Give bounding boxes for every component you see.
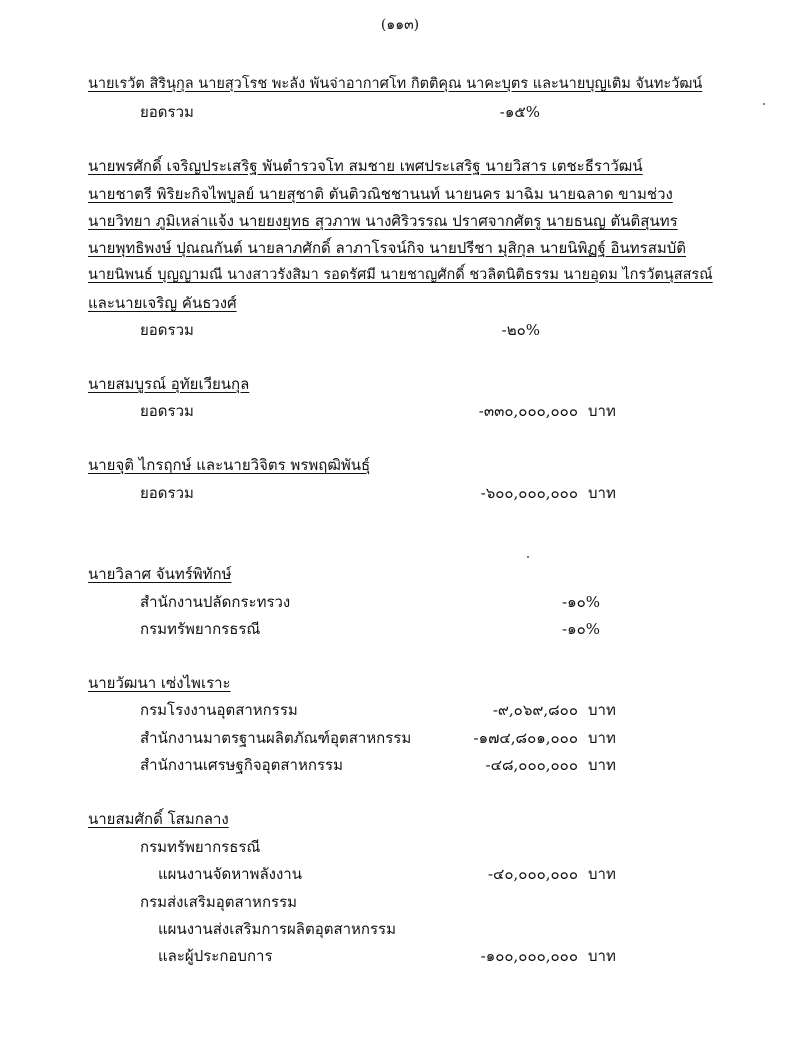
item-unit: บาท [588, 701, 616, 719]
item-amount: -๑๕% [499, 103, 540, 121]
item-label: กรมโรงงานอุตสาหกรรม [140, 701, 298, 719]
item-amount: -๑๐% [562, 593, 600, 611]
item-amount: -๔๐,๐๐๐,๐๐๐ [487, 865, 578, 883]
item-label: ยอดรวม [140, 321, 194, 339]
section-names-line: นายชาตรี พิริยะกิจไพบูลย์ นายสุชาติ ตันติวณิชชานนท์ นายนคร มาฉิม นายฉลาด ขามช่วง [88, 185, 673, 203]
item-amount: -๒๐% [501, 321, 540, 339]
item-label: ยอดรวม [140, 103, 194, 121]
section-names-line: นายสมศักดิ์ โสมกลาง [88, 810, 229, 828]
item-label: ยอดรวม [140, 402, 194, 420]
section-names-line: นายจุติ ไกรฤกษ์ และนายวิจิตร พรพฤฒิพันธุ์ [88, 456, 371, 474]
item-amount: -๑๐๐,๐๐๐,๐๐๐ [480, 947, 578, 965]
item-label: และผู้ประกอบการ [158, 947, 273, 965]
item-label: กรมส่งเสริมอุตสาหกรรม [140, 893, 298, 911]
item-unit: บาท [588, 402, 616, 420]
item-unit: บาท [588, 484, 616, 502]
scan-speck [527, 556, 529, 558]
section-names-line: นายพรศักดิ์ เจริญประเสริฐ พันตำรวจโท สมชาย เพศประเสริฐ นายวิสาร เตชะธีราวัฒน์ [88, 157, 643, 175]
item-amount: -๓๓๐,๐๐๐,๐๐๐ [478, 402, 578, 420]
item-label: แผนงานจัดหาพลังงาน [158, 865, 302, 883]
section-names-line: และนายเจริญ คันธวงศ์ [88, 294, 237, 312]
section-names-line: นายวัฒนา เซ่งไพเราะ [88, 674, 231, 692]
item-label: กรมทรัพยากรธรณี [140, 838, 261, 856]
page-number: (๑๑๓) [380, 17, 420, 33]
item-unit: บาท [588, 756, 616, 774]
item-amount: -๖๐๐,๐๐๐,๐๐๐ [480, 484, 578, 502]
item-label: สำนักงานปลัดกระทรวง [140, 593, 291, 611]
section-names-line: นายวิลาศ จันทร์พิทักษ์ [88, 565, 232, 583]
item-label: กรมทรัพยากรธรณี [140, 620, 261, 638]
section-names-line: นายพุทธิพงษ์ ปุณณกันต์ นายลาภศักดิ์ ลาภาโรจน์กิจ นายปรีชา มุสิกุล นายนิพิฏฐ์ อินทรสมบัติ [88, 239, 687, 257]
scan-speck [763, 103, 765, 105]
item-label: แผนงานส่งเสริมการผลิตอุตสาหกรรม [158, 920, 397, 938]
item-label: สำนักงานมาตรฐานผลิตภัณฑ์อุตสาหกรรม [140, 729, 412, 747]
item-amount: -๔๘,๐๐๐,๐๐๐ [485, 756, 578, 774]
item-amount: -๑๗๔,๘๐๑,๐๐๐ [473, 729, 578, 747]
item-unit: บาท [588, 729, 616, 747]
item-amount: -๑๐% [562, 620, 600, 638]
item-label: ยอดรวม [140, 484, 194, 502]
section-names-line: นายนิพนธ์ บุญญามณี นางสาวรังสิมา รอดรัศมี นายชาญศักดิ์ ชวลิตนิติธรรม นายอุดม ไกรวัตนุสสรณ์ [88, 267, 713, 283]
section-names-line: นายวิทยา ภูมิเหล่าแจ้ง นายยงยุทธ สุวภาพ นางศิริวรรณ ปราศจากศัตรู นายธนญ ตันติสุนทร [88, 212, 678, 230]
section-names-line: นายเรวัต สิรินุกุล นายสุวโรช พะลัง พันจ่าอากาศโท กิตติคุณ นาคะบุตร และนายบุญเติม จันทะวัฒน์ [88, 76, 703, 92]
item-amount: -๙,๐๖๙,๘๐๐ [492, 701, 578, 719]
item-unit: บาท [588, 865, 616, 883]
section-names-line: นายสมบูรณ์ อุทัยเวียนกุล [88, 375, 250, 393]
item-label: สำนักงานเศรษฐกิจอุตสาหกรรม [140, 756, 343, 774]
item-unit: บาท [588, 947, 616, 965]
